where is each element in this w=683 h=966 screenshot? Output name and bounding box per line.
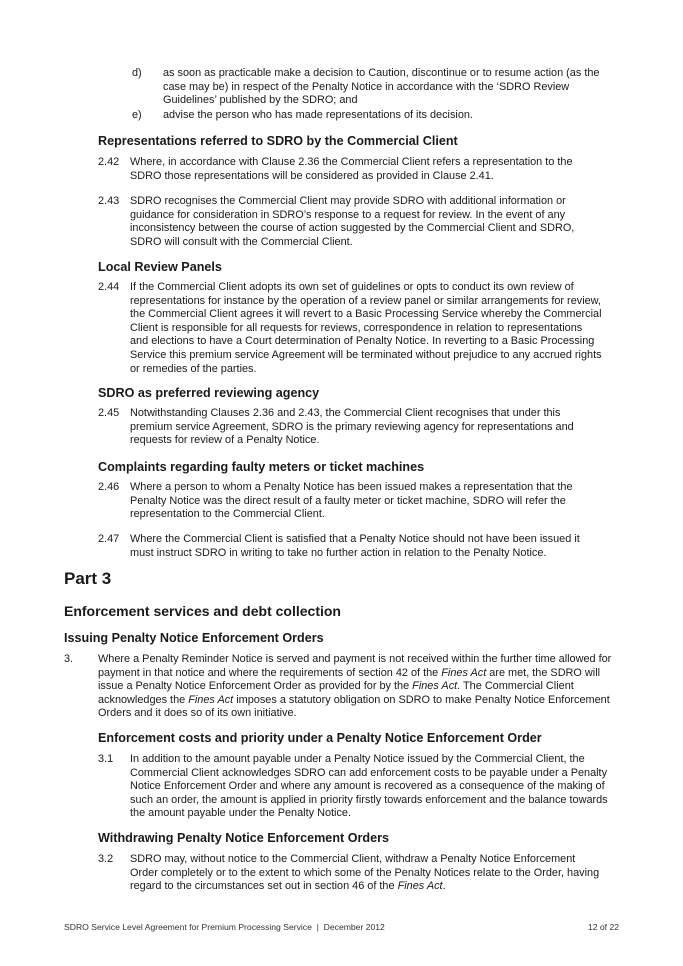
clause-number: 2.47 <box>98 533 120 545</box>
clause-number: 2.44 <box>98 281 120 293</box>
clause-number: 3. <box>64 653 74 665</box>
list-item-text: advise the person who has made representations of its decision. <box>163 109 473 121</box>
clause-2-45 <box>98 407 602 448</box>
clause-2-47 <box>98 533 602 560</box>
clause-2-43 <box>98 195 602 249</box>
clause-text: If the Commercial Client adopts its own set of guidelines or opts to conduct its own review of representations for instance by the operation of a review panel or similar arrangements for review, the Commercial Client agrees it will revert to a Basic Processing Service whereby the Commercial Client is responsible for all requests for reviews, correspondence in relation to representations and elections to have a Court determination of Penalty Notice. In reverting to a Basic Processing Service this premium service Agreement will be terminated without prejudice to any accrued rights or remedies of the parties. <box>130 281 602 375</box>
clause-text: Notwithstanding Clauses 2.36 and 2.43, the Commercial Client recognises that under this premium service Agreement, SDRO is the primary reviewing agency for representations and requests for review of a Penalty Notice. <box>130 407 574 447</box>
clause-number: 2.46 <box>98 481 120 493</box>
act-title: Fines Act <box>397 880 443 893</box>
act-title: Fines Act <box>441 666 487 679</box>
clause-text: In addition to the amount payable under a Penalty Notice issued by the Commercial Client, the Commercial Client acknowledges SDRO can add enforcement costs to be payable under a Penalty Notice Enforcement Order and where any amount is recovered as a consequence of the making of such an order, the amount is applied in priority firstly towards enforcement and the balance towards the amount payable under the Penalty Notice. <box>130 753 608 820</box>
section-heading-issuing: Issuing Penalty Notice Enforcement Orders <box>64 631 324 645</box>
part-title: Part 3 <box>64 569 112 588</box>
section-heading-local-review: Local Review Panels <box>98 260 222 274</box>
clause-2-42 <box>98 156 602 183</box>
section-heading-representations: Representations referred to SDRO by the Commercial Client <box>98 134 458 148</box>
clause-text: Where the Commercial Client is satisfied that a Penalty Notice should not have been issued it must instruct SDRO in writing to take no further action in relation to the Penalty Notice. <box>130 533 580 559</box>
list-item-text: as soon as practicable make a decision to Caution, discontinue or to resume action (as the case may be) in respect of the Penalty Notice in accordance with the ‘SDRO Review Guidelines’ published by the SDRO; and <box>163 67 600 107</box>
list-item-number: e) <box>132 109 142 121</box>
clause-text: Where a person to whom a Penalty Notice has been issued makes a representation that the Penalty Notice was the direct result of a faulty meter or ticket machine, SDRO will refer the representation to the Commercial Client. <box>130 481 573 521</box>
clause-3 <box>64 653 612 721</box>
list-item-d <box>132 67 602 108</box>
part-subtitle: Enforcement services and debt collection <box>64 603 341 619</box>
clause-number: 2.42 <box>98 156 120 168</box>
clause-number: 3.1 <box>98 753 114 765</box>
act-title: Fines Act <box>188 693 234 706</box>
clause-number: 3.2 <box>98 853 114 865</box>
clause-2-44 <box>98 281 602 376</box>
clause-text: Where a Penalty Reminder Notice is served and payment is not received within the further time allowed for payment in that notice and where the requirements of section 42 of the Fines Act are met, the SDRO will issue a Penalty Notice Enforcement Order as provided for by the Fines Act. The Commercial Client acknowledges the Fines Act imposes a statutory obligation on SDRO to make Penalty Notice Enforcement Orders and it does so of its own initiative. <box>98 653 612 720</box>
page-number: 12 of 22 <box>587 922 619 932</box>
section-heading-complaints: Complaints regarding faulty meters or ticket machines <box>98 460 425 474</box>
list-item-e <box>132 109 602 123</box>
clause-text: Where, in accordance with Clause 2.36 the Commercial Client refers a representation to the SDRO those representations will be considered as provided in Clause 2.41. <box>130 156 573 182</box>
clause-text: SDRO recognises the Commercial Client may provide SDRO with additional information or guidance for consideration in SDRO’s response to a request for review. In the event of any inconsistency between the course of action suggested by the Commercial Client and SDRO, SDRO will consult with the Commercial Client. <box>130 195 575 248</box>
clause-3-2 <box>98 853 602 894</box>
clause-number: 2.45 <box>98 407 120 419</box>
list-item-number: d) <box>132 67 142 79</box>
clause-text: SDRO may, without notice to the Commercial Client, withdraw a Penalty Notice Enforcement Order completely or to the extent to which some of the Penalty Notices relate to the Order, having regard to the circumstances set out in section 46 of the Fines Act. <box>130 853 600 893</box>
act-title: Fines Act <box>412 680 458 693</box>
clause-3-1 <box>98 753 612 821</box>
section-heading-preferred-agency: SDRO as preferred reviewing agency <box>98 386 320 400</box>
section-heading-withdrawing: Withdrawing Penalty Notice Enforcement Orders <box>98 831 389 845</box>
footer-left: SDRO Service Level Agreement for Premium Processing Service | December 2012 <box>64 922 385 932</box>
section-heading-costs: Enforcement costs and priority under a Penalty Notice Enforcement Order <box>98 731 542 745</box>
clause-2-46 <box>98 481 602 522</box>
clause-number: 2.43 <box>98 195 120 207</box>
